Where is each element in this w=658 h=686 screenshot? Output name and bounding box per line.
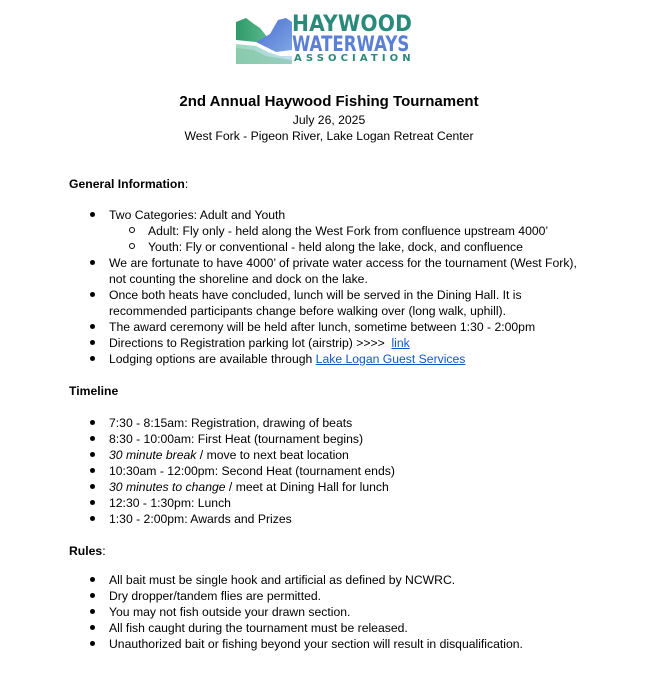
document-title: 2nd Annual Haywood Fishing Tournament bbox=[179, 93, 479, 110]
bullet-icon bbox=[90, 516, 95, 521]
bullet-icon bbox=[90, 500, 95, 505]
bullet-icon bbox=[90, 484, 95, 489]
logo-line-haywood: HAYWOOD bbox=[292, 12, 413, 37]
bullet-icon bbox=[90, 324, 95, 329]
bullet-icon bbox=[90, 452, 95, 457]
list-item: 7:30 - 8:15am: Registration, drawing of beats bbox=[109, 416, 353, 430]
bullet-icon bbox=[90, 356, 95, 361]
bullet-icon bbox=[90, 212, 95, 217]
bullet-icon bbox=[90, 641, 95, 646]
event-date: July 26, 2025 bbox=[292, 113, 366, 127]
logo-line-association: ASSOCIATION bbox=[294, 53, 415, 64]
list-item: Dry dropper/tandem flies are permitted. bbox=[109, 589, 322, 603]
list-item: 30 minute break / move to next beat location bbox=[109, 448, 349, 462]
bullet-icon bbox=[90, 609, 95, 614]
mountain-river-logo-icon bbox=[236, 16, 292, 66]
list-item: Adult: Fly only - held along the West Fork from confluence upstream 4000’ bbox=[148, 224, 549, 238]
list-item: Directions to Registration parking lot (airstrip) >>>> link bbox=[109, 336, 410, 350]
bullet-icon bbox=[90, 436, 95, 441]
general-information-heading: General Information: bbox=[69, 177, 189, 191]
list-item: 10:30am - 12:00pm: Second Heat (tournament ends) bbox=[109, 464, 395, 478]
bullet-icon bbox=[90, 577, 95, 582]
hollow-bullet-icon bbox=[129, 227, 135, 233]
list-item: 12:30 - 1:30pm: Lunch bbox=[109, 496, 231, 510]
bullet-icon bbox=[90, 292, 95, 297]
list-item: The award ceremony will be held after lunch, sometime between 1:30 - 2:00pm bbox=[109, 320, 536, 334]
list-item: 8:30 - 10:00am: First Heat (tournament begins) bbox=[109, 432, 364, 446]
list-item: We are fortunate to have 4000’ of private water access for the tournament (West Fork), not counting the shoreline and dock on the lake. bbox=[109, 256, 577, 286]
timeline-heading: Timeline bbox=[69, 384, 119, 398]
bullet-icon bbox=[90, 593, 95, 598]
list-item: Once both heats have concluded, lunch will be served in the Dining Hall. It is recommended participants change before walking over (long walk, uphill). bbox=[109, 288, 522, 318]
bullet-icon bbox=[90, 260, 95, 265]
lake-logan-guest-services-link[interactable]: Lake Logan Guest Services bbox=[315, 352, 466, 366]
bullet-icon bbox=[90, 468, 95, 473]
list-item: Two Categories: Adult and Youth bbox=[109, 208, 286, 222]
bullet-icon bbox=[90, 420, 95, 425]
logo-line-waterways: WATERWAYS bbox=[292, 32, 410, 56]
hollow-bullet-icon bbox=[129, 243, 135, 249]
list-item: 1:30 - 2:00pm: Awards and Prizes bbox=[109, 512, 292, 526]
list-item: All bait must be single hook and artificial as defined by NCWRC. bbox=[109, 573, 456, 587]
rules-heading: Rules: bbox=[69, 544, 106, 558]
haywood-waterways-logo bbox=[236, 12, 420, 66]
list-item: 30 minutes to change / meet at Dining Hall for lunch bbox=[109, 480, 389, 494]
bullet-icon bbox=[90, 625, 95, 630]
list-item: Youth: Fly or conventional - held along the lake, dock, and confluence bbox=[148, 240, 523, 254]
list-item: Unauthorized bait or fishing beyond your section will result in disqualification. bbox=[109, 637, 523, 651]
directions-link[interactable]: link bbox=[391, 336, 410, 350]
event-location: West Fork - Pigeon River, Lake Logan Retreat Center bbox=[184, 129, 474, 143]
list-item: You may not fish outside your drawn section. bbox=[109, 605, 351, 619]
list-item: Lodging options are available through Lake Logan Guest Services bbox=[109, 352, 466, 366]
list-item: All fish caught during the tournament must be released. bbox=[109, 621, 408, 635]
bullet-icon bbox=[90, 340, 95, 345]
